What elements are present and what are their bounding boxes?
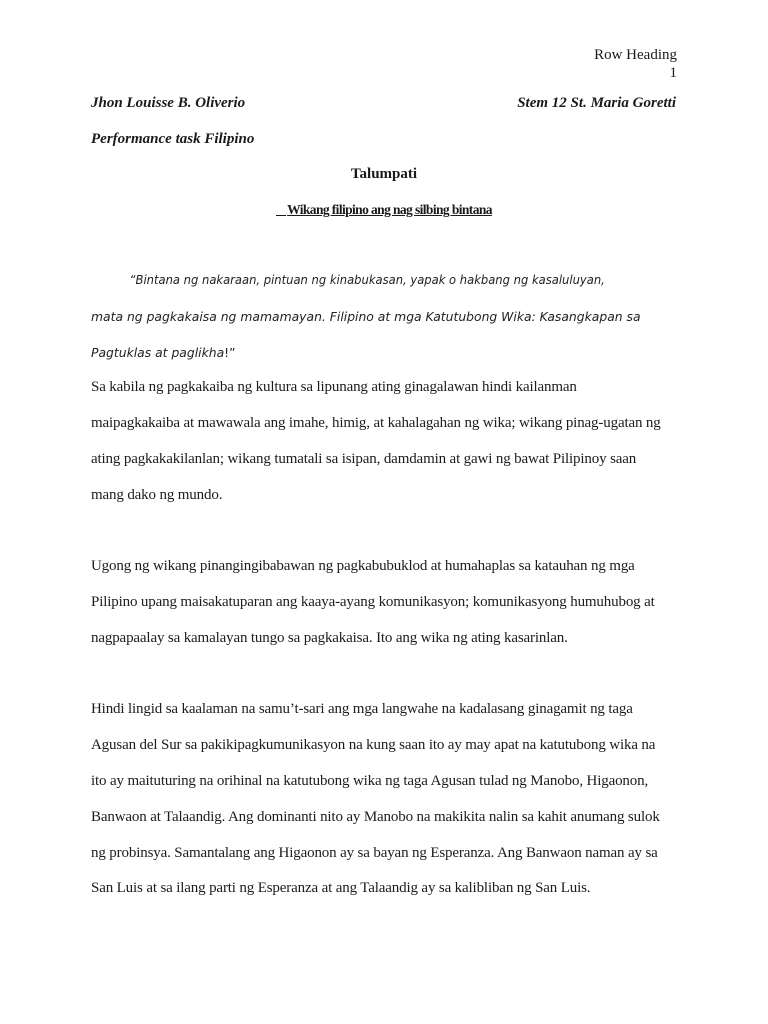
subtitle-text: Wikang filipino ang nag silbing bintana	[287, 202, 492, 217]
paragraph-2-line-2: Pilipino upang maisakatuparan ang kaaya-ayang komunikasyon; komunikasyong humuhubog at	[91, 594, 655, 610]
paragraph-3-line-4: Banwaon at Talaandig. Ang dominanti nito ay Manobo na makikita nalin sa kahit anumang sulok	[91, 809, 660, 825]
author-name: Jhon Louisse B. Oliverio	[91, 95, 246, 111]
paragraph-3-line-1: Hindi lingid sa kaalaman na samu’t-sari ang mga langwahe na kadalasang ginagamit ng taga	[91, 701, 633, 717]
paragraph-2-line-3: nagpapaalay sa kamalayan tungo sa pagkakaisa. Ito ang wika ng ating kasarinlan.	[91, 630, 568, 646]
running-header: Row Heading	[594, 47, 677, 63]
paragraph-3-line-5: ng probinsya. Samantalang ang Higaonon ay sa bayan ng Esperanza. Ang Banwaon naman ay sa	[91, 845, 658, 861]
task-label: Performance task Filipino	[91, 131, 255, 147]
quote-line-3-italic: Pagtuklas at paglikha	[91, 345, 225, 360]
page-number: 1	[669, 65, 677, 81]
quote-open-mark: “	[129, 272, 136, 287]
document-subtitle	[0, 202, 768, 218]
quote-line-1-text: Bintana ng nakaraan, pintuan ng kinabukasan, yapak o hakbang ng kasaluluyan,	[135, 272, 605, 287]
paragraph-3-line-3: ito ay maituturing na orihinal na katutubong wika ng taga Agusan tulad ng Manobo, Higaonon,	[91, 773, 649, 789]
quote-close-mark: !”	[224, 345, 236, 360]
paragraph-2-line-1: Ugong ng wikang pinangingibabawan ng pagkabubuklod at humahaplas sa katauhan ng mga	[91, 558, 635, 574]
document-title: Talumpati	[350, 166, 418, 182]
quote-line-1	[91, 272, 680, 287]
paragraph-3-line-2: Agusan del Sur sa pakikipagkumunikasyon na kung saan ito ay may apat na katutubong wika na	[91, 737, 656, 753]
paragraph-1-line-2: maipagkakaiba at mawawala ang imahe, himig, at kahalagahan ng wika; wikang pinag-ugatan ng	[91, 415, 661, 431]
paragraph-1-line-3: ating pagkakakilanlan; wikang tumatali sa isipan, damdamin at gawi ng bawat Pilipinoy saan	[91, 451, 637, 467]
paragraph-3-line-6: San Luis at sa ilang parti ng Esperanza at ang Talaandig ay sa kalibliban ng San Luis.	[91, 880, 591, 896]
paragraph-1-line-4: mang dako ng mundo.	[91, 487, 223, 503]
class-section: Stem 12 St. Maria Goretti	[517, 95, 676, 111]
paragraph-1-line-1: Sa kabila ng pagkakaiba ng kultura sa lipunang ating ginagalawan hindi kailanman	[91, 379, 577, 395]
quote-line-2: mata ng pagkakaisa ng mamamayan. Filipino at mga Katutubong Wika: Kasangkapan sa	[91, 309, 641, 324]
quote-line-3	[91, 345, 680, 360]
underline-lead	[276, 202, 286, 216]
